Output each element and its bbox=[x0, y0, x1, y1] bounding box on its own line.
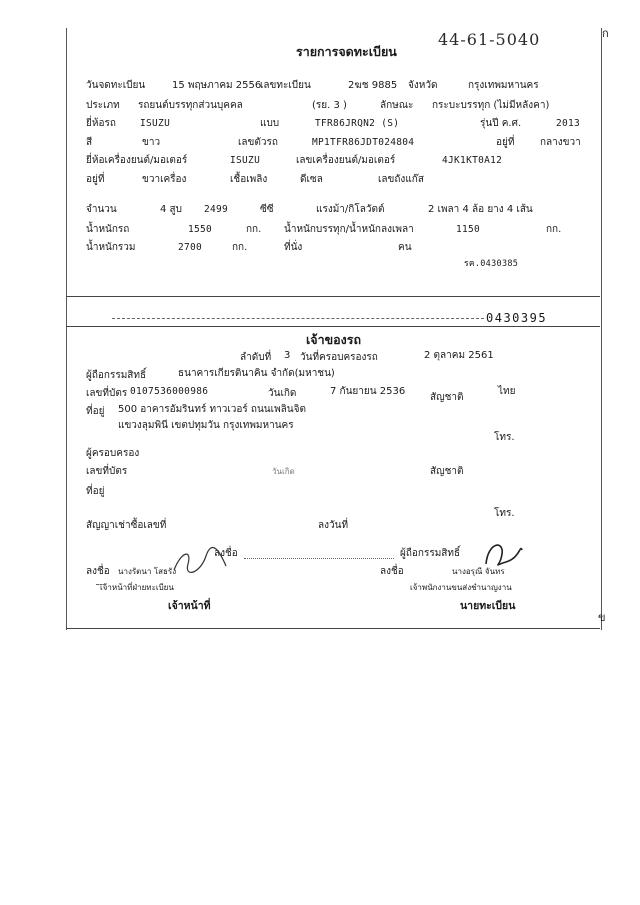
owner-birth-date: 7 กันยายน 2536 bbox=[330, 386, 406, 397]
owner-id-label: เลขที่บัตร bbox=[86, 388, 128, 399]
province-label: จังหวัด bbox=[408, 80, 438, 91]
registrar-sign-label: ลงชื่อ bbox=[380, 566, 404, 577]
hp-contract-label: สัญญาเช่าซื้อเลขที่ bbox=[86, 520, 167, 531]
color: ขาว bbox=[142, 137, 161, 148]
section-divider-top bbox=[66, 296, 600, 297]
registrar-signature bbox=[480, 536, 526, 570]
owner-label: ผู้ถือกรรมสิทธิ์ bbox=[86, 370, 147, 381]
gross-weight-label: น้ำหนักรวม bbox=[86, 242, 136, 253]
chassis-label: เลขตัวรถ bbox=[238, 137, 278, 148]
possess-date-label: วันที่ครอบครองรถ bbox=[300, 352, 378, 363]
owner-sign-label: ลงชื่อ bbox=[214, 548, 238, 559]
vehicle-style: กระบะบรรทุก (ไม่มีหลังคา) bbox=[432, 100, 550, 111]
owner-nationality-label: สัญชาติ bbox=[430, 392, 464, 403]
possessor-address-label: ที่อยู่ bbox=[86, 486, 105, 497]
page-number-bottom: ข bbox=[598, 611, 606, 624]
perforation-line bbox=[112, 318, 484, 319]
possessor-tel-label: โทร. bbox=[494, 508, 515, 519]
tank-label: เลขถังแก๊ส bbox=[378, 174, 424, 185]
chassis-number: MP1TFR86JDT024804 bbox=[312, 137, 415, 148]
engine-brand-label: ยี่ห้อเครื่องยนต์/มอเตอร์ bbox=[86, 155, 188, 166]
officer-name: นางรัตนา โสธรัง bbox=[118, 567, 177, 576]
officer-role: เจ้าหน้าที่ฝ่ายทะเบียน bbox=[100, 583, 174, 592]
vehicle-weight-label: น้ำหนักรถ bbox=[86, 224, 130, 235]
possessor-nationality-label: สัญชาติ bbox=[430, 466, 464, 477]
load-weight-unit: กก. bbox=[546, 224, 562, 235]
cylinders-label: จำนวน bbox=[86, 204, 117, 215]
axles-wheels: 2 เพลา 4 ล้อ ยาง 4 เส้น bbox=[428, 204, 533, 215]
registrar-title: นายทะเบียน bbox=[460, 600, 516, 612]
model: TFR86JRQN2 (S) bbox=[315, 118, 400, 129]
engine-location: ขวาเครื่อง bbox=[142, 174, 187, 185]
registrar-name: นางอรุณี จันทร bbox=[452, 567, 505, 576]
cc-unit: ซีซี bbox=[260, 204, 274, 215]
vehicle-weight-unit: กก. bbox=[246, 224, 262, 235]
engine-brand: ISUZU bbox=[230, 155, 261, 166]
owner-title: เจ้าของรถ bbox=[306, 332, 362, 347]
owner-address-line1: 500 อาคารอัมรินทร์ ทาวเวอร์ ถนนเพลินจิต bbox=[118, 404, 306, 415]
seats-unit: คน bbox=[398, 242, 412, 253]
order-number: 3 bbox=[284, 350, 291, 361]
contract-date-label: ลงวันที่ bbox=[318, 520, 349, 531]
possess-date: 2 ตุลาคม 2561 bbox=[424, 350, 494, 361]
owner-address-line2: แขวงลุมพินี เขตปทุมวัน กรุงเทพมหานคร bbox=[118, 420, 294, 431]
vehicle-weight: 1550 bbox=[188, 224, 213, 235]
gross-weight: 2700 bbox=[178, 242, 203, 253]
owner-nationality: ไทย bbox=[498, 386, 516, 397]
brand: ISUZU bbox=[140, 118, 171, 129]
type-code: (รย. 3 ) bbox=[312, 100, 347, 111]
horsepower-label: แรงม้า/กิโลวัตต์ bbox=[316, 204, 385, 215]
vehicle-type: รถยนต์บรรทุกส่วนบุคคล bbox=[138, 100, 243, 111]
chassis-at-label: อยู่ที่ bbox=[496, 137, 515, 148]
reg-no: 2ฆช 9885 bbox=[348, 80, 398, 91]
reg-date-label: วันจดทะเบียน bbox=[86, 80, 146, 91]
registrar-role: เจ้าพนักงานขนส่งชำนาญงาน bbox=[410, 583, 512, 592]
handwritten-number: 44-61-5040 bbox=[438, 30, 541, 49]
year-label: รุ่นปี ค.ศ. bbox=[480, 118, 522, 129]
owner-tel-label: โทร. bbox=[494, 432, 515, 443]
owner-id-number: 0107536000986 bbox=[130, 386, 209, 397]
engine-at-label: อยู่ที่ bbox=[86, 174, 105, 185]
province: กรุงเทพมหานคร bbox=[468, 80, 539, 91]
order-label: ลำดับที่ bbox=[240, 352, 272, 363]
seats-label: ที่นั่ง bbox=[284, 242, 303, 253]
engine-number: 4JK1KT0A12 bbox=[442, 155, 503, 166]
load-weight: 1150 bbox=[456, 224, 481, 235]
engine-number-label: เลขเครื่องยนต์/มอเตอร์ bbox=[296, 155, 396, 166]
chassis-location: กลางขวา bbox=[540, 137, 581, 148]
gross-weight-unit: กก. bbox=[232, 242, 248, 253]
owner-birth-label: วันเกิด bbox=[268, 388, 297, 399]
possessor-birth-label: วันเกิด bbox=[272, 467, 295, 476]
reg-no-label: เลขทะเบียน bbox=[260, 80, 311, 91]
fuel-label: เชื้อเพลิง bbox=[230, 174, 268, 185]
color-label: สี bbox=[86, 137, 93, 148]
reg-date: 15 พฤษภาคม 2556 bbox=[172, 80, 262, 91]
form-code: รค.0430385 bbox=[464, 259, 519, 269]
section-divider-bottom bbox=[66, 326, 600, 327]
load-label: น้ำหนักบรรทุก/น้ำหนักลงเพลา bbox=[284, 224, 414, 235]
possessor-label: ผู้ครอบครอง bbox=[86, 448, 140, 459]
owner-sign-line bbox=[244, 558, 394, 559]
document-bottom-border bbox=[66, 628, 600, 629]
page-number-top: ก bbox=[602, 27, 609, 40]
owner-sign-title: ผู้ถือกรรมสิทธิ์ bbox=[400, 548, 461, 559]
engine-cc: 2499 bbox=[204, 204, 229, 215]
fuel: ดีเซล bbox=[300, 174, 323, 185]
style-label: ลักษณะ bbox=[380, 100, 414, 111]
possessor-id-label: เลขที่บัตร bbox=[86, 466, 128, 477]
registration-title: รายการจดทะเบียน bbox=[296, 44, 397, 59]
owner-address-label: ที่อยู่ bbox=[86, 406, 105, 417]
officer-title: เจ้าหน้าที่ bbox=[168, 600, 211, 612]
cylinders: 4 สูบ bbox=[160, 204, 182, 215]
brand-label: ยี่ห้อรถ bbox=[86, 118, 116, 129]
officer-sign-label: ลงชื่อ bbox=[86, 566, 110, 577]
model-year: 2013 bbox=[556, 118, 581, 129]
model-label: แบบ bbox=[260, 118, 280, 129]
officer-bracket-left bbox=[96, 584, 106, 585]
officer-signature bbox=[170, 546, 230, 576]
type-label: ประเภท bbox=[86, 100, 120, 111]
owner-name: ธนาคารเกียรตินาคิน จำกัด(มหาชน) bbox=[178, 368, 335, 379]
serial-number: 0430395 bbox=[486, 311, 548, 325]
